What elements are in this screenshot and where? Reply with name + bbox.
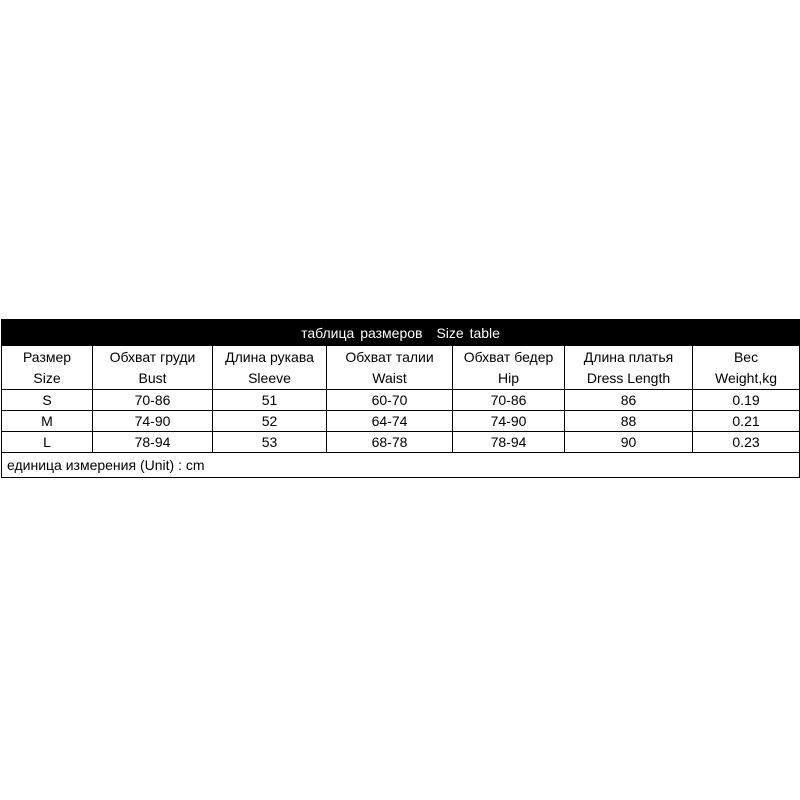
- table-title-ru: таблица размеров: [301, 324, 423, 341]
- cell-bust: 74-90: [93, 411, 213, 432]
- column-header-en: Weight,kg: [715, 369, 778, 386]
- column-header-ru: Размер: [22, 348, 72, 365]
- cell-dress-length: 90: [565, 432, 693, 453]
- cell-waist: 68-78: [327, 432, 453, 453]
- unit-note: единица измерения (Unit) : cm: [2, 453, 800, 478]
- column-header-weight: [693, 346, 800, 390]
- cell-sleeve: 53: [213, 432, 327, 453]
- cell-bust: 78-94: [93, 432, 213, 453]
- column-header-en: Size: [33, 369, 61, 386]
- cell-dress-length: 88: [565, 411, 693, 432]
- table-row: [2, 432, 800, 453]
- column-header-en: Waist: [372, 369, 407, 386]
- cell-size: M: [2, 411, 93, 432]
- column-header-ru: Обхват талии: [345, 348, 434, 365]
- cell-sleeve: 51: [213, 390, 327, 411]
- column-header-en: Bust: [138, 369, 167, 386]
- column-header-sleeve: [213, 346, 327, 390]
- column-header-ru: Обхват бедер: [463, 348, 554, 365]
- column-header-en: Sleeve: [248, 369, 291, 386]
- cell-weight: 0.21: [693, 411, 800, 432]
- column-header-ru: Обхват груди: [109, 348, 196, 365]
- size-table-container: [1, 319, 799, 478]
- column-header-size: [2, 346, 93, 390]
- table-title-en: Size table: [436, 324, 500, 341]
- column-header-bust: [93, 346, 213, 390]
- column-header-en: Dress Length: [586, 369, 671, 386]
- column-header-hip: [453, 346, 565, 390]
- table-row: [2, 390, 800, 411]
- footer-row: [2, 453, 800, 478]
- header-row: [2, 346, 800, 390]
- column-header-waist: [327, 346, 453, 390]
- cell-size: S: [2, 390, 93, 411]
- column-header-ru: Длина рукава: [225, 348, 314, 365]
- column-header-dress-length: [565, 346, 693, 390]
- column-header-ru: Вес: [733, 348, 759, 365]
- cell-bust: 70-86: [93, 390, 213, 411]
- cell-hip: 78-94: [453, 432, 565, 453]
- cell-sleeve: 52: [213, 411, 327, 432]
- title-row: [2, 320, 800, 346]
- cell-hip: 74-90: [453, 411, 565, 432]
- table-row: [2, 411, 800, 432]
- table-title: [2, 320, 800, 346]
- cell-waist: 64-74: [327, 411, 453, 432]
- column-header-ru: Длина платья: [583, 348, 674, 365]
- cell-hip: 70-86: [453, 390, 565, 411]
- cell-dress-length: 86: [565, 390, 693, 411]
- column-header-en: Hip: [497, 369, 519, 386]
- cell-waist: 60-70: [327, 390, 453, 411]
- size-table: [1, 319, 800, 478]
- cell-weight: 0.19: [693, 390, 800, 411]
- cell-weight: 0.23: [693, 432, 800, 453]
- cell-size: L: [2, 432, 93, 453]
